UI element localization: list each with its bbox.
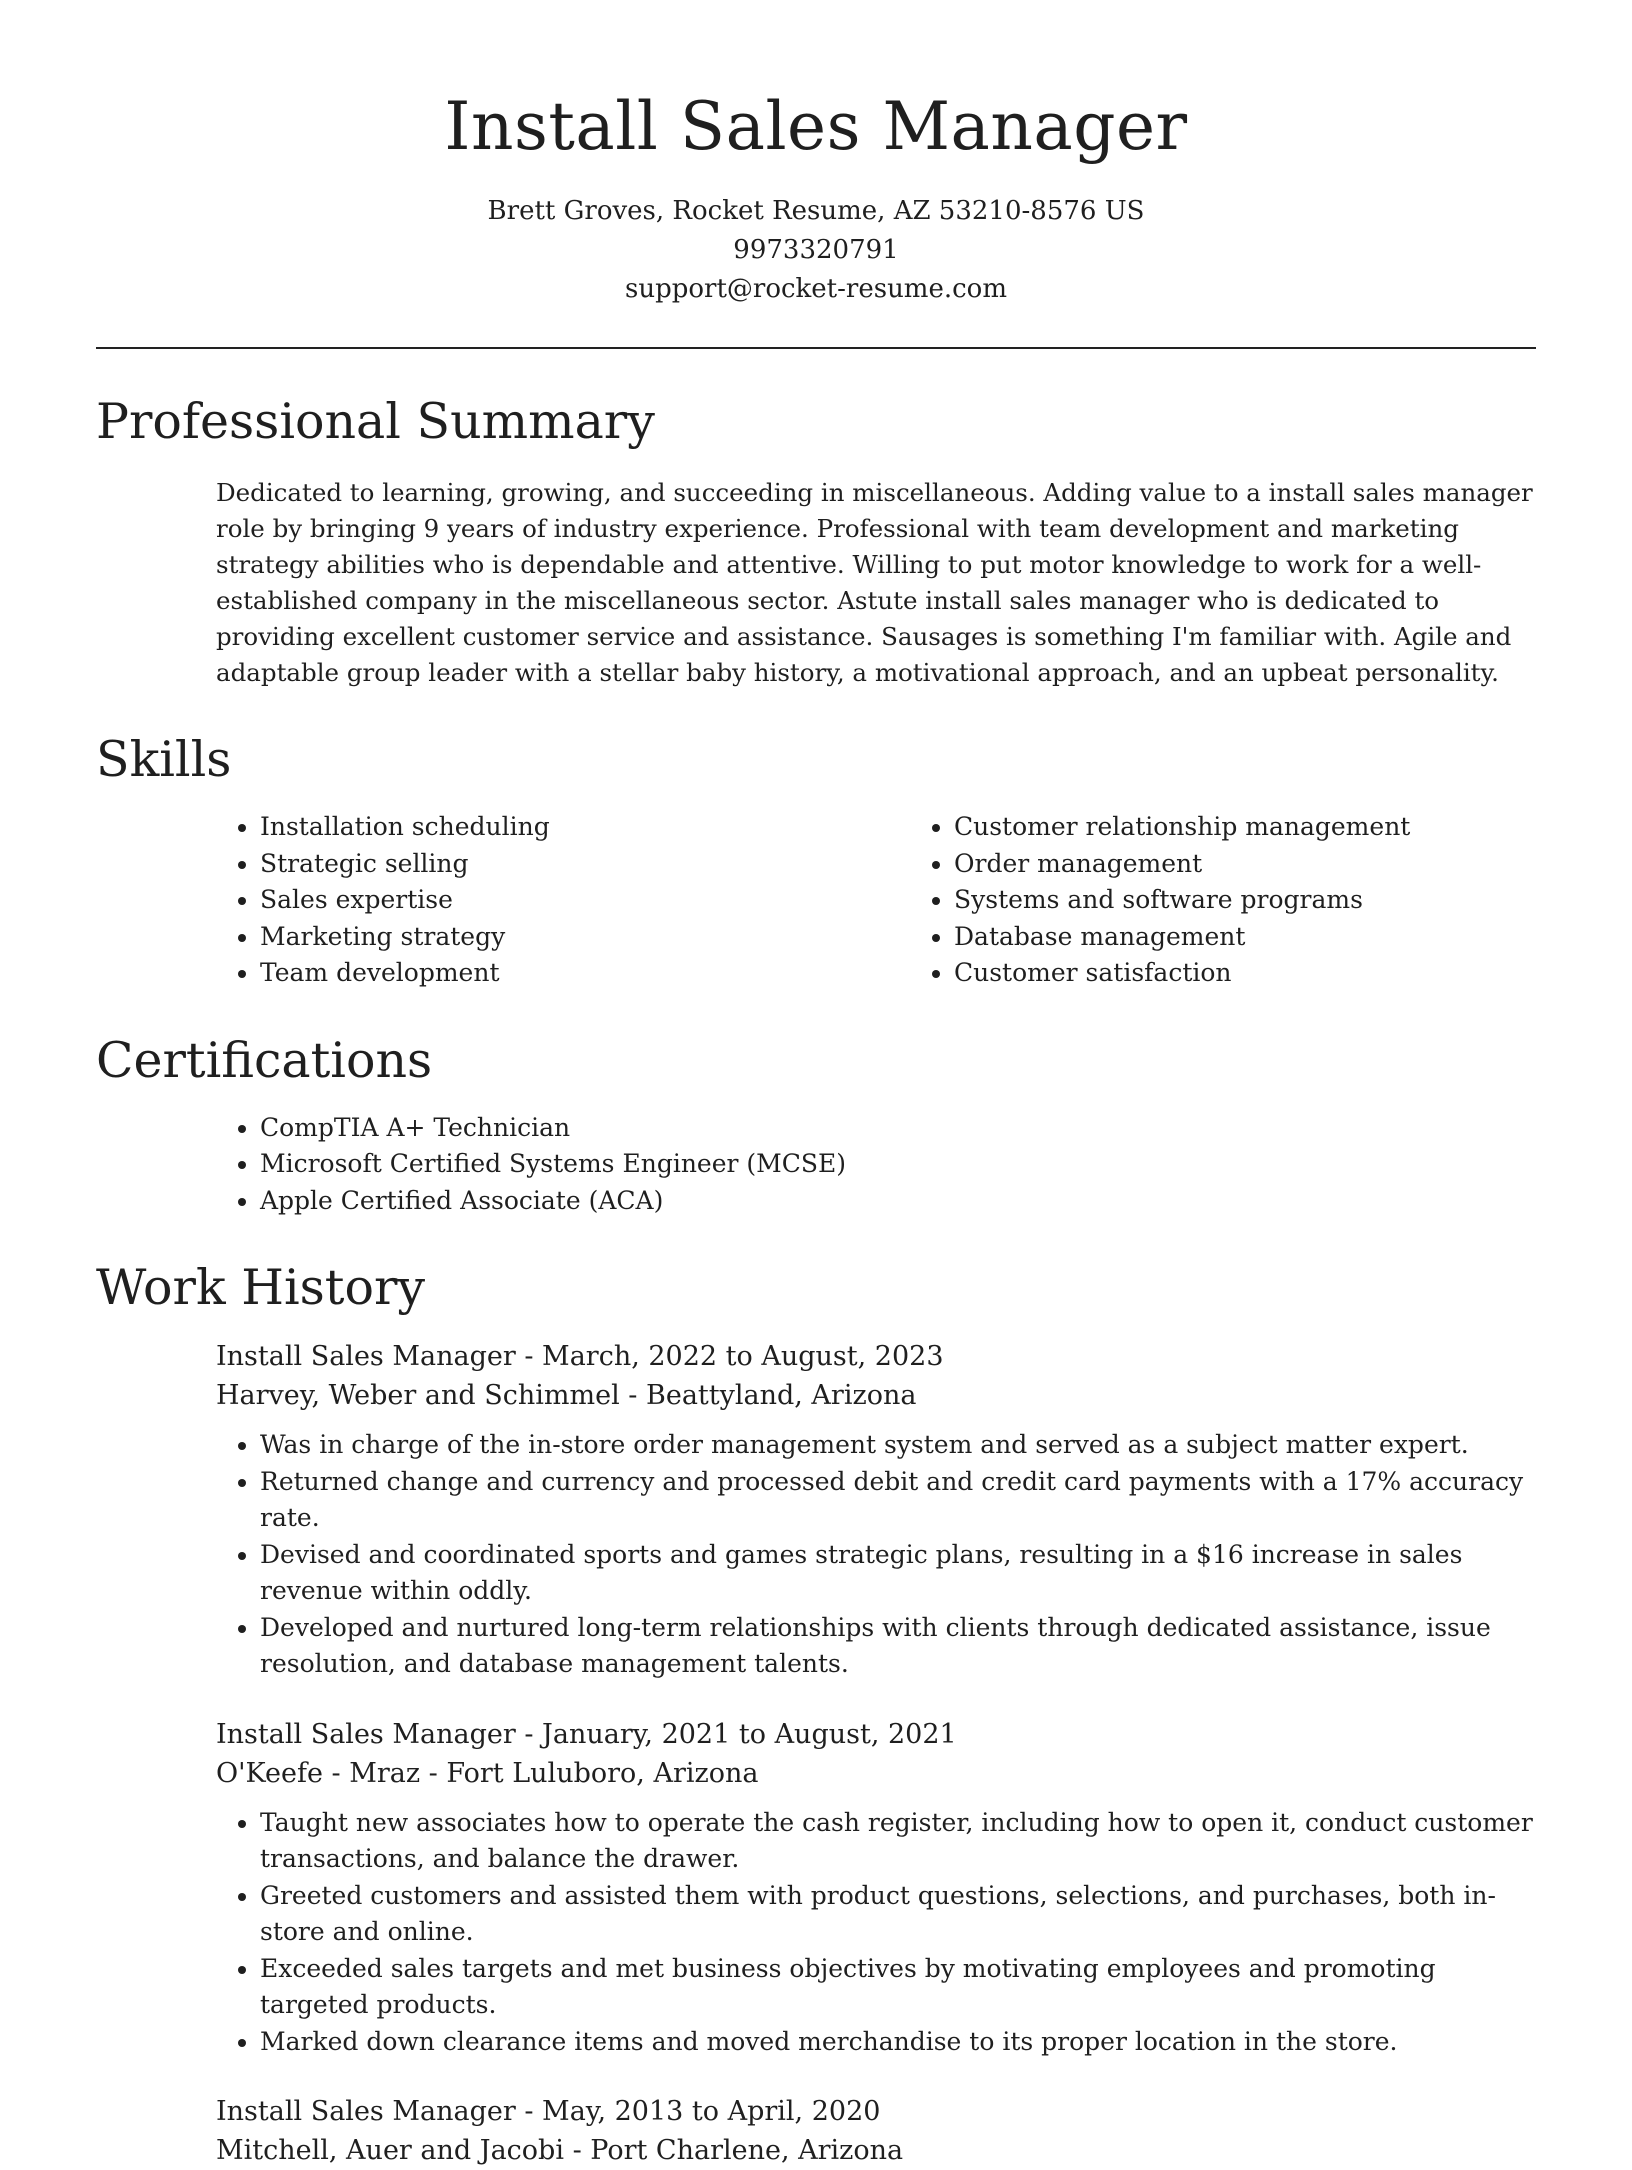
skill-item: • Installation scheduling bbox=[260, 809, 910, 846]
skill-item: • Order management bbox=[954, 846, 1536, 883]
job-company-line: Mitchell, Auer and Jacobi - Port Charlene, Arizona bbox=[216, 2135, 904, 2166]
resume-title: Install Sales Manager bbox=[444, 88, 1188, 165]
job-bullet: • Returned change and currency and processed debit and credit card payments with a 17% accuracy rate. bbox=[260, 1464, 1536, 1537]
job-bullet: • Exceeded sales targets and met business objectives by motivating employees and promoting targeted products. bbox=[260, 1951, 1536, 2024]
job-title-line: Install Sales Manager - March, 2022 to August, 2023 bbox=[216, 1341, 944, 1372]
skill-item: • Systems and software programs bbox=[954, 882, 1536, 919]
skill-item: • Database management bbox=[954, 919, 1536, 956]
job-title-line: Install Sales Manager - January, 2021 to August, 2021 bbox=[216, 1718, 957, 1750]
job-bullet: • Marked down clearance items and moved merchandise to its proper location in the store. bbox=[260, 2024, 1536, 2061]
job-bullet: • Was in charge of the in-store order management system and served as a subject matter expert. bbox=[260, 1427, 1536, 1464]
job-entry bbox=[96, 1715, 1536, 2061]
skills-left-list bbox=[96, 809, 910, 992]
skill-item: • Sales expertise bbox=[260, 882, 910, 919]
summary-text: Dedicated to learning, growing, and succeeding in miscellaneous. Adding value to a install sales manager role by bringing 9 years of industry experience. Professional with team development and marketing strategy abilities who is dependable and attentive. Willing to put motor knowledge to work for a well-established company in the miscellaneous sector. Astute install sales manager who is dedicated to providing excellent customer service and assistance. Sausages is something I'm familiar with. Agile and adaptable group leader with a stellar baby history, a motivational approach, and an upbeat personality. bbox=[216, 478, 1533, 687]
job-bullet: • Taught new associates how to operate the cash register, including how to open it, conduct customer transactions, and balance the drawer. bbox=[260, 1805, 1536, 1878]
contact-phone: 9973320791 bbox=[733, 235, 899, 265]
certification-item: • Apple Certified Associate (ACA) bbox=[260, 1183, 1536, 1220]
skills-heading: Skills bbox=[96, 731, 232, 788]
skill-item: • Team development bbox=[260, 955, 910, 992]
job-bullet: • Devised and coordinated sports and games strategic plans, resulting in a $16 increase in sales revenue within oddly. bbox=[260, 1537, 1536, 1610]
resume-header bbox=[96, 0, 1536, 309]
skills-section bbox=[96, 727, 1536, 992]
contact-block bbox=[96, 192, 1536, 309]
job-bullets bbox=[96, 1805, 1536, 2061]
skill-item: • Customer relationship management bbox=[954, 809, 1536, 846]
job-list bbox=[96, 1337, 1536, 2170]
certification-item: • Microsoft Certified Systems Engineer (MCSE) bbox=[260, 1146, 1536, 1183]
certifications-heading: Certifications bbox=[96, 1031, 433, 1089]
skill-item: • Marketing strategy bbox=[260, 919, 910, 956]
skill-item: • Strategic selling bbox=[260, 846, 910, 883]
job-entry bbox=[96, 2092, 1536, 2170]
certifications-section bbox=[96, 1028, 1536, 1220]
skills-right-list bbox=[910, 809, 1536, 992]
certifications-list bbox=[96, 1110, 1536, 1220]
job-entry bbox=[96, 1337, 1536, 1683]
summary-heading: Professional Summary bbox=[96, 393, 655, 450]
work-history-heading: Work History bbox=[96, 1259, 426, 1316]
skill-item: • Customer satisfaction bbox=[954, 955, 1536, 992]
job-bullet: • Greeted customers and assisted them with product questions, selections, and purchases, both in-store and online. bbox=[260, 1878, 1536, 1951]
summary-section bbox=[96, 389, 1536, 691]
job-title-line: Install Sales Manager - May, 2013 to April, 2020 bbox=[216, 2096, 881, 2127]
job-bullet: • Developed and nurtured long-term relationships with clients through dedicated assistance, issue resolution, and database management talents. bbox=[260, 1610, 1536, 1683]
header-divider bbox=[96, 347, 1536, 349]
job-company-line: Harvey, Weber and Schimmel - Beattyland, Arizona bbox=[216, 1380, 917, 1411]
certification-item: • CompTIA A+ Technician bbox=[260, 1110, 1536, 1147]
work-history-section bbox=[96, 1255, 1536, 2170]
job-bullets bbox=[96, 1427, 1536, 1683]
skills-columns bbox=[96, 809, 1536, 992]
job-company-line: O'Keefe - Mraz - Fort Luluboro, Arizona bbox=[216, 1757, 759, 1789]
contact-address: Brett Groves, Rocket Resume, AZ 53210-8576 US bbox=[487, 196, 1145, 226]
contact-email: support@rocket-resume.com bbox=[624, 274, 1007, 304]
